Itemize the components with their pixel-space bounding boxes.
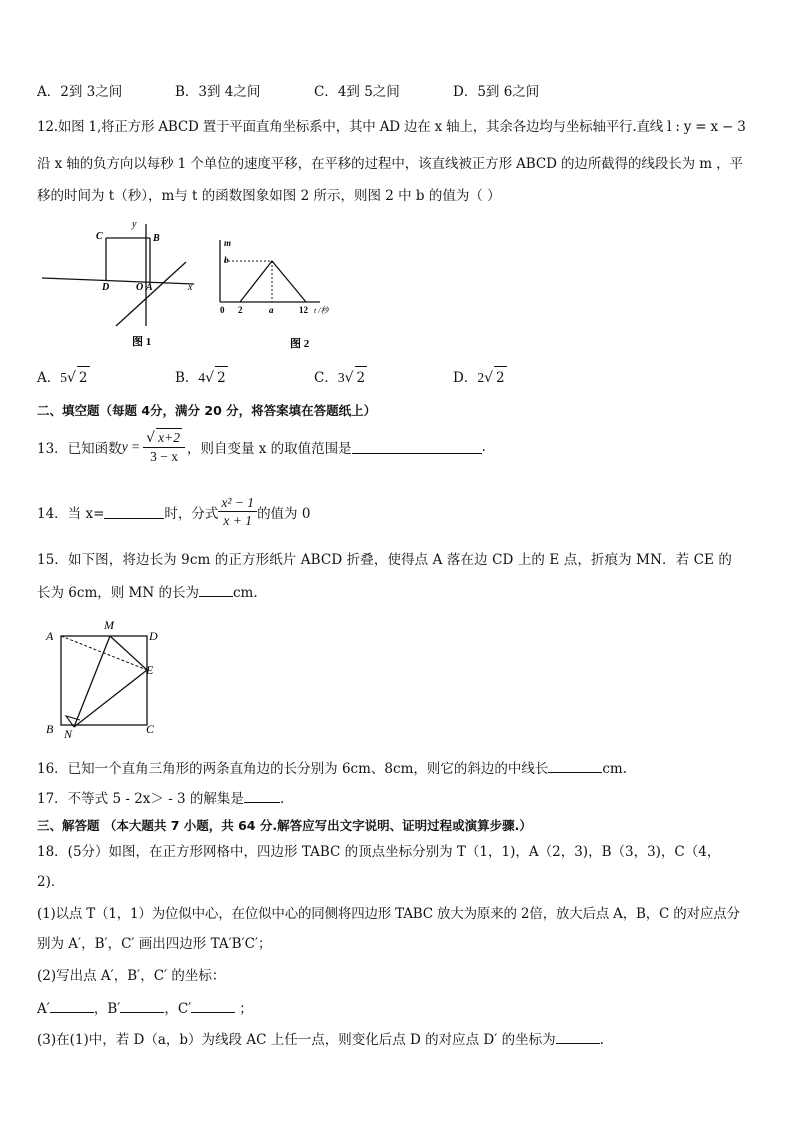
q16-end: cm. bbox=[602, 761, 628, 777]
q15-label-e: E bbox=[146, 663, 154, 677]
q15-label-a: A bbox=[46, 629, 54, 643]
q12-option-c-radicand: 2 bbox=[355, 366, 368, 389]
fig2-label-a: a bbox=[269, 305, 274, 315]
q13-end: . bbox=[481, 438, 486, 455]
q12-option-a-prefix: A． bbox=[37, 370, 61, 386]
q15-label-m: M bbox=[104, 618, 114, 632]
q12-line-2: 沿 x 轴的负方向以每秒 1 个单位的速度平移，在平移的过程中，该直线被正方形 ABCD 的边所截得的线段长为 m ，平 bbox=[37, 156, 743, 172]
q14-denominator: x + 1 bbox=[223, 513, 253, 528]
q18-b-prime-label: ，B′ bbox=[93, 1001, 121, 1017]
q18-part-1b: 别为 A′，B′，C′ 画出四边形 TA′B′C′； bbox=[37, 936, 272, 952]
q18-part-3-text: (3)在(1)中，若 D（a，b）为线段 AC 上任一点，则变化后点 D 的对应点 D′ 的坐标为 bbox=[37, 1032, 556, 1048]
q13-y: y = bbox=[121, 438, 141, 454]
q14-answer-blank[interactable] bbox=[104, 504, 164, 519]
section-2-title: 二、填空题（每题 4分，满分 20 分，将答案填在答题纸上） bbox=[37, 403, 377, 418]
q17-end: . bbox=[279, 791, 285, 807]
q12-option-c-prefix: C． bbox=[314, 370, 338, 386]
q11-option-a: A．2到 3之间 bbox=[37, 84, 123, 100]
q14 bbox=[37, 494, 310, 529]
fig1-line-l bbox=[116, 262, 186, 326]
q15-label-d: D bbox=[149, 629, 158, 643]
fig1-label-d: D bbox=[102, 282, 110, 293]
q18-line-2: 2)． bbox=[37, 874, 65, 890]
q18-b-prime-blank[interactable] bbox=[120, 998, 164, 1013]
q12-option-a-radicand: 2 bbox=[77, 366, 90, 389]
fig2-label-origin: 0 bbox=[220, 305, 225, 315]
q14-prefix: 14．当 x= bbox=[37, 505, 105, 522]
fig1-caption: 图 1 bbox=[132, 336, 152, 348]
q12-option-a-coef: 5 bbox=[60, 370, 67, 385]
q13-numerator: √ x+2 bbox=[143, 428, 185, 448]
q18-part-2-end: ； bbox=[239, 1001, 253, 1017]
q12-line-3: 移的时间为 t（秒），m与 t 的函数图象如图 2 所示，则图 2 中 b 的值为（ ） bbox=[37, 188, 501, 204]
q18-part-3 bbox=[37, 1029, 604, 1050]
q13-answer-blank[interactable] bbox=[352, 439, 482, 454]
q12-option-a bbox=[37, 366, 175, 389]
fig2-graph-line bbox=[240, 261, 306, 302]
q12-option-d-prefix: D． bbox=[453, 370, 478, 386]
fig2-label-m: m bbox=[224, 238, 232, 248]
q12-option-b bbox=[175, 366, 314, 389]
q12-option-b-radicand: 2 bbox=[215, 366, 228, 389]
q12-line-1: 12.如图 1,将正方形 ABCD 置于平面直角坐标系中，其中 AD 边在 x 轴上，其余各边均与坐标轴平行.直线 l : y = x − 3 bbox=[37, 119, 746, 135]
q12-option-b-coef: 4 bbox=[198, 370, 206, 385]
fig1-label-a: A bbox=[146, 282, 153, 293]
q18-part-1a: (1)以点 T（1，1）为位似中心，在位似中心的同侧将四边形 TABC 放大为原来的 2倍，放大后点 A，B，C 的对应点分 bbox=[37, 906, 740, 922]
q12-option-d bbox=[453, 366, 507, 389]
fig1-label-y: y bbox=[132, 219, 137, 230]
q16 bbox=[37, 758, 627, 779]
q12-options bbox=[37, 366, 507, 389]
q12-option-d-coef: 2 bbox=[477, 370, 485, 385]
q15-dash-a-e bbox=[61, 636, 147, 670]
q18-c-prime-blank[interactable] bbox=[191, 998, 235, 1013]
q15-label-b: B bbox=[46, 722, 54, 736]
q13-denominator: 3 − x bbox=[150, 449, 178, 464]
q17 bbox=[37, 788, 284, 809]
fig2-label-12: 12 bbox=[299, 305, 308, 315]
q11-option-c: C．4到 5之间 bbox=[314, 84, 400, 100]
q15-unit: cm. bbox=[232, 585, 258, 601]
q18-part-3-end: . bbox=[599, 1032, 604, 1048]
fig1-x-axis bbox=[42, 278, 194, 284]
q17-text: 17．不等式 5 - 2x＞ - 3 的解集是 bbox=[37, 791, 244, 807]
fig1-label-c: C bbox=[96, 231, 103, 242]
q13-prefix: 13．已知函数 bbox=[37, 440, 122, 457]
fig1-label-o: O bbox=[136, 282, 144, 293]
q14-fraction bbox=[218, 494, 257, 529]
q16-text: 16．已知一个直角三角形的两条直角边的长分别为 6cm、8cm，则它的斜边的中线长 bbox=[37, 761, 549, 777]
q15-figure bbox=[40, 614, 170, 742]
q13 bbox=[37, 428, 486, 465]
q17-answer-blank[interactable] bbox=[244, 788, 280, 803]
q12-figure-1 bbox=[36, 214, 206, 354]
q12-option-d-radicand: 2 bbox=[494, 366, 507, 389]
q11-option-b: B．3到 4之间 bbox=[175, 84, 261, 100]
q12-figure-2 bbox=[210, 234, 350, 352]
radical-icon: √ bbox=[67, 370, 76, 386]
q15-fold-me bbox=[110, 636, 147, 670]
fig2-label-t-unit: t /秒 bbox=[314, 306, 329, 315]
q18-a-prime-label: A′ bbox=[37, 1001, 50, 1017]
q18-line-1: 18．(5分）如图，在正方形网格中，四边形 TABC 的顶点坐标分别为 T（1，1)，A（2，3)，B（3，3)，C（4， bbox=[37, 844, 721, 860]
q15-label-n: N bbox=[64, 727, 73, 741]
q14-numerator: x² − 1 bbox=[218, 494, 257, 512]
q18-part-2: (2)写出点 A′，B′，C′ 的坐标： bbox=[37, 968, 226, 984]
q18-part-2-blanks bbox=[37, 998, 253, 1019]
q13-post: ，则自变量 x 的取值范围是 bbox=[186, 440, 352, 457]
fig2-caption: 图 2 bbox=[290, 338, 310, 350]
q11-option-d: D．5到 6之间 bbox=[453, 84, 540, 100]
radical-icon: √ bbox=[344, 370, 354, 386]
q18-part-3-blank[interactable] bbox=[556, 1029, 600, 1044]
q15-line-2 bbox=[37, 582, 258, 603]
radical-icon: √ bbox=[484, 370, 493, 386]
q14-mid: 时，分式 bbox=[164, 505, 219, 522]
section-3-title: 三、解答题 （本大题共 7 小题，共 64 分.解答应写出文字说明、证明过程或演算步骤.） bbox=[37, 818, 532, 833]
radical-icon: √ bbox=[205, 370, 215, 386]
q15-line-1: 15．如下图，将边长为 9cm 的正方形纸片 ABCD 折叠，使得点 A 落在边 CD 上的 E 点，折痕为 MN．若 CE 的 bbox=[37, 552, 732, 568]
fig1-label-x: x bbox=[188, 282, 193, 293]
q15-answer-blank[interactable] bbox=[199, 582, 233, 597]
radical-icon: √ bbox=[146, 430, 156, 446]
q18-a-prime-blank[interactable] bbox=[50, 998, 94, 1013]
fig2-label-b: b bbox=[224, 255, 229, 265]
q12-option-b-prefix: B． bbox=[175, 370, 199, 386]
q14-post: 的值为 0 bbox=[257, 505, 311, 522]
fig2-label-2: 2 bbox=[238, 305, 243, 315]
q15-label-c: C bbox=[146, 722, 155, 736]
q16-answer-blank[interactable] bbox=[548, 758, 602, 773]
q18-c-prime-label: ，C′ bbox=[164, 1001, 192, 1017]
fig1-label-b: B bbox=[153, 233, 160, 244]
q13-fraction bbox=[143, 428, 185, 465]
q11-options bbox=[37, 82, 539, 102]
q12-option-c-coef: 3 bbox=[337, 370, 345, 385]
q15-line-2-text: 长为 6cm，则 MN 的长为 bbox=[37, 585, 199, 601]
q12-option-c bbox=[314, 366, 453, 389]
